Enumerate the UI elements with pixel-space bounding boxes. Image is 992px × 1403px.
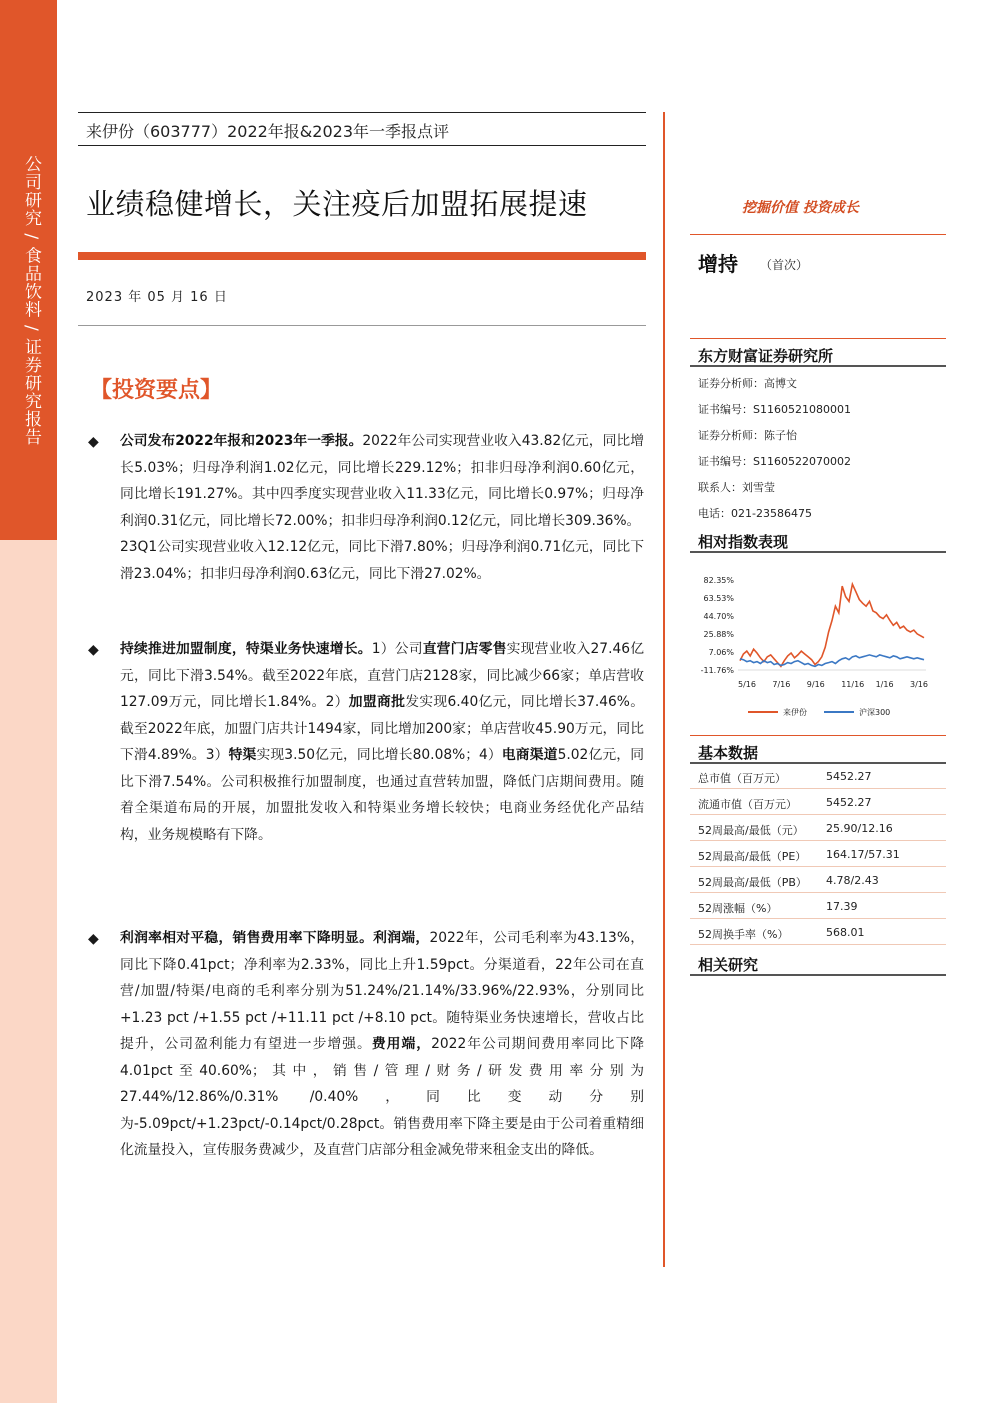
- stat-row: [690, 789, 946, 815]
- y-tick-label: 44.70%: [703, 612, 734, 621]
- point-2-bold: 特渠: [228, 747, 257, 763]
- analyst-line: 电话：021-23586475: [698, 507, 812, 520]
- stat-label: 总市值（百万元）: [698, 772, 786, 785]
- page-title: 业绩稳健增长，关注疫后加盟拓展提速: [86, 187, 588, 221]
- point-2-text: 实现3.50亿元，同比增长80.08%；4）: [256, 747, 502, 763]
- y-tick-label: 82.35%: [703, 576, 734, 585]
- related-title: 相关研究: [698, 956, 759, 974]
- point-2-text: 发实现6.40亿元，同比增长37.46%。截至2022年底，加盟门店共计1494家，同比增加200家；单店营收45.90万元，同比下滑4.89%。3）: [120, 694, 645, 763]
- related-underline: [690, 974, 946, 976]
- report-date: 2023 年 05 月 16 日: [86, 290, 228, 305]
- rating-rule: [690, 234, 946, 235]
- relative-index-chart: [690, 566, 946, 726]
- stat-row: [690, 867, 946, 893]
- slogan: 挖掘价值 投资成长: [742, 200, 859, 216]
- point-1: [120, 428, 644, 587]
- stat-value: 25.90/12.16: [826, 822, 893, 835]
- x-tick-label: 5/16: [738, 680, 756, 689]
- chart-title-underline: [690, 551, 946, 553]
- analyst-line: 联系人：刘雪莹: [698, 481, 775, 494]
- diamond-bullet-icon: ◆: [88, 931, 99, 947]
- point-3: [120, 925, 644, 1164]
- date-rule: [78, 325, 646, 326]
- stat-row: [690, 893, 946, 919]
- analyst-line: 证书编号：S1160521080001: [698, 403, 851, 416]
- point-2: [120, 636, 644, 848]
- stat-value: 5452.27: [826, 770, 872, 783]
- analyst-line: 证书编号：S1160522070002: [698, 455, 851, 468]
- stat-label: 52周最高/最低（PB）: [698, 876, 807, 889]
- point-2-bold: 电商渠道: [501, 747, 558, 763]
- stat-row: [690, 841, 946, 867]
- institute-name: 东方财富证券研究所: [698, 347, 834, 365]
- point-3-text: 2022年公司期间费用率同比下降4.01pct至40.60%；其中，销售/管理/财务/研发费用率分别为 27.44%/12.86%/0.31% /0.40%，同比变动分别为-5.09pct/+1.23pct/-0.14pct/0.28pct。销售费用率下降主要是由于公司着重精细化流量投入，宣传服务费减少，及直营门店部分租金减免带来租金支出的降低。: [120, 1036, 644, 1158]
- x-tick-label: 7/16: [772, 680, 791, 689]
- legend-label: 来伊份: [783, 708, 807, 717]
- point-1-text2: 23Q1公司实现营业收入12.12亿元，同比下滑7.80%；归母净利润0.71亿元，同比下滑23.04%；扣非归母净利润0.63亿元，同比下滑27.02%。: [120, 539, 644, 582]
- header-rule: [78, 145, 646, 146]
- point-2-text: 1）公司: [371, 641, 423, 657]
- rating-note: （首次）: [760, 258, 809, 272]
- y-tick-label: -11.76%: [700, 666, 734, 675]
- stat-label: 52周涨幅（%）: [698, 902, 778, 915]
- rating: 增持: [698, 252, 738, 276]
- x-tick-label: 9/16: [806, 680, 825, 689]
- top-rule: [78, 112, 646, 113]
- point-1-text: 2022年公司实现营业收入43.82亿元，同比增长5.03%；归母净利润1.02亿元，同比增长229.12%；扣非归母净利润0.60亿元，同比增长191.27%。其中四季度实现营业收入11.33亿元，同比增长0.97%；归母净利润0.31亿元，同比增长72.00%；扣非归母净利润0.12亿元，同比增长309.36%。: [120, 433, 644, 529]
- point-3-bold: 费用端，: [371, 1036, 432, 1052]
- stat-value: 5452.27: [826, 796, 872, 809]
- section-title: 【投资要点】: [90, 377, 223, 403]
- stat-row: [690, 919, 946, 945]
- stats-title: 基本数据: [698, 744, 759, 762]
- stat-value: 4.78/2.43: [826, 874, 879, 887]
- series-line-0: [740, 584, 924, 666]
- y-tick-label: 7.06%: [708, 648, 734, 657]
- title-underline-bar: [78, 252, 646, 260]
- stat-label: 52周换手率（%）: [698, 928, 789, 941]
- point-3-bold: 利润端，: [373, 930, 430, 946]
- institute-underline: [690, 365, 946, 367]
- stat-value: 17.39: [826, 900, 858, 913]
- point-2-text: 实现营业收入27.46亿元，同比下滑3.54%。截至2022年底，直营门店2128家，同比减少66家；单店营收127.09万元，同比增长1.84%。2）: [120, 641, 645, 710]
- institute-rule: [690, 338, 946, 339]
- x-tick-label: 1/16: [875, 680, 894, 689]
- stat-value: 568.01: [826, 926, 865, 939]
- stat-row: [690, 763, 946, 789]
- report-type: 来伊份（603777）2022年报&2023年一季报点评: [86, 122, 449, 141]
- x-tick-label: 3/16: [910, 680, 928, 689]
- point-2-bold: 直营门店零售: [422, 641, 507, 657]
- stat-value: 164.17/57.31: [826, 848, 900, 861]
- sidebar-category-label: 公司研究 / 食品饮料 / 证券研究报告: [21, 155, 41, 447]
- stat-label: 52周最高/最低（PE）: [698, 850, 807, 863]
- y-tick-label: 63.53%: [703, 594, 734, 603]
- sidebar-lower: [0, 540, 57, 1403]
- stat-label: 流通市值（百万元）: [698, 798, 797, 811]
- x-tick-label: 11/16: [841, 680, 865, 689]
- point-1-lead: 公司发布2022年报和2023年一季报。: [120, 433, 363, 449]
- stat-label: 52周最高/最低（元）: [698, 824, 804, 837]
- chart-title: 相对指数表现: [698, 533, 789, 551]
- point-3-lead: 利润率相对平稳，销售费用率下降明显。: [120, 930, 374, 946]
- point-2-lead: 持续推进加盟制度，特渠业务快速增长。: [120, 641, 372, 657]
- point-2-text: 5.02亿元，同比下滑7.54%。公司积极推行加盟制度，也通过直营转加盟，降低门店期间费用。随着全渠道布局的开展，加盟批发收入和特渠业务增长较快；电商业务经优化产品结构，业务规模略有下降。: [120, 747, 645, 843]
- analyst-line: 证券分析师：高博文: [698, 377, 797, 390]
- analyst-line: 证券分析师：陈子怡: [698, 429, 797, 442]
- column-divider: [663, 112, 665, 1267]
- stat-row: [690, 815, 946, 841]
- diamond-bullet-icon: ◆: [88, 434, 99, 450]
- chart-bottom-rule: [690, 735, 946, 736]
- y-tick-label: 25.88%: [703, 630, 734, 639]
- point-3-text: 2022年，公司毛利率为43.13%，同比下降0.41pct；净利率为2.33%，同比上升1.59pct。分渠道看，22年公司在直营/加盟/特渠/电商的毛利率分别为51.24%/21.14%/33.96%/22.93%，分别同比+1.23 pct /+1.55 pct /+11.11 pct /+8.10 pct。随特渠业务快速增长，营收占比提升，公司盈利能力有望进一步增强。: [120, 930, 645, 1052]
- point-2-bold: 加盟商批: [348, 694, 406, 710]
- legend-label: 沪深300: [859, 708, 891, 717]
- diamond-bullet-icon: ◆: [88, 642, 99, 658]
